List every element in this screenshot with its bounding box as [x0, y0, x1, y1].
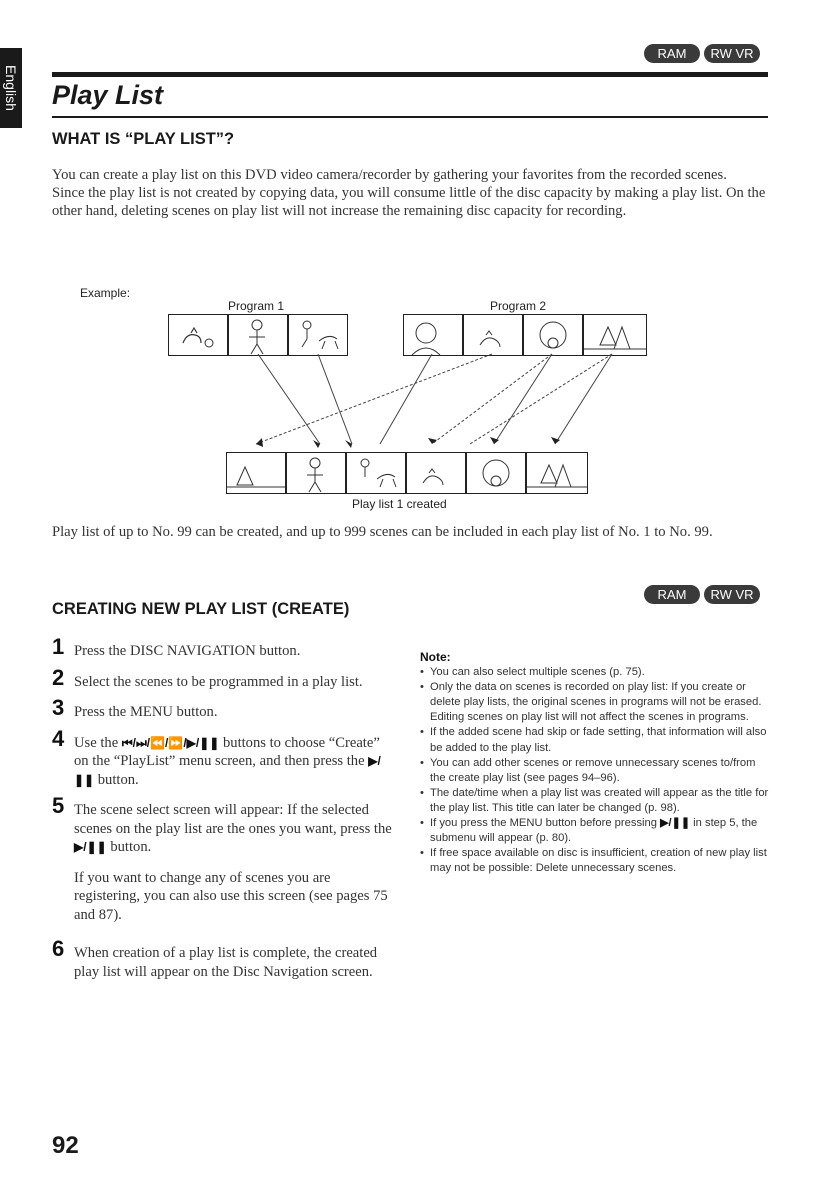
step-number: 1 — [52, 634, 65, 659]
note-text: Only the data on scenes is recorded on play list: If you create or delete play lists, the original scenes in programs will not be erased. — [430, 681, 762, 709]
playlist-scene-person — [286, 452, 346, 494]
notes-title: Note: — [420, 650, 451, 664]
step-text-pre: The scene select screen will appear: If the selected scenes on the play list are the ones you want, press the — [74, 802, 392, 837]
language-tab-label: English — [3, 65, 19, 111]
step-text: Press the MENU button. — [74, 704, 218, 720]
step-text: When creation of a play list is complete, the created play list will appear on the Disc Navigation screen. — [74, 945, 378, 980]
playlist-scene-trees-2 — [526, 452, 588, 494]
section1-paragraph-1: You can create a play list on this DVD video camera/recorder by gathering your favorites from the recorded scenes. — [52, 167, 727, 183]
step-text-post: button. — [106, 839, 152, 855]
play-pause-icon: ▶/❚❚ — [74, 754, 381, 787]
diagram-connector-lines — [0, 0, 830, 520]
section-heading-create: CREATING NEW PLAY LIST (CREATE) — [52, 600, 350, 618]
step-1 — [52, 634, 397, 661]
playlist-scene-dog-face — [466, 452, 526, 494]
note-item — [420, 680, 770, 725]
notes-list — [420, 665, 770, 876]
step-number: 5 — [52, 793, 65, 818]
step-2 — [52, 664, 397, 692]
playlist-scene-running-dog — [346, 452, 406, 494]
play-pause-icon: ▶/❚❚ — [74, 840, 107, 854]
step-3 — [52, 695, 397, 722]
playlist-scene-trees — [226, 452, 286, 494]
rw-vr-badge: RW VR — [704, 585, 760, 604]
program1-label: Program 1 — [228, 299, 285, 313]
example-label: Example: — [80, 286, 131, 300]
trees-thumbnail-icon — [527, 453, 587, 493]
playback-controls-icon: ⏮/⏭/⏪/⏩/▶/❚❚ — [121, 735, 220, 750]
ram-badge: RAM — [644, 585, 700, 604]
dog-face-thumbnail-icon — [467, 453, 525, 493]
step-number: 6 — [52, 936, 65, 961]
steps-list — [52, 634, 397, 993]
person-thumbnail-icon — [287, 453, 345, 493]
section1-footer: Play list of up to No. 99 can be created, and up to 999 scenes can be included in each play list of No. 1 to No. 99. — [52, 524, 713, 540]
small-dog-thumbnail-icon — [407, 453, 465, 493]
play-pause-icon: ▶/❚❚ — [660, 817, 691, 830]
step-number: 2 — [52, 664, 65, 690]
step-6 — [52, 936, 397, 981]
step-text-mid: buttons to choose “Create” on the “PlayList” menu screen, and then press the — [74, 734, 380, 769]
step-5 — [52, 793, 397, 924]
notes-box — [420, 650, 770, 876]
note-item — [420, 816, 770, 846]
program2-label: Program 2 — [490, 299, 547, 313]
rw-vr-badge: RW VR — [704, 44, 760, 63]
step-number: 3 — [52, 695, 65, 720]
note-text-post: in step 5, the submenu will appear (p. 80). — [430, 817, 758, 845]
note-item: • If free space available on disc is insufficient, creation of new play list may not be possible: Delete unnecessary scenes. — [420, 846, 770, 876]
step-text: Select the scenes to be programmed in a play list. — [74, 673, 363, 690]
note-item: • The date/time when a play list was created will appear as the title for the play list. This title can later be changed (p. 98). — [420, 786, 770, 816]
ram-badge: RAM — [644, 44, 700, 63]
step-number: 4 — [52, 725, 65, 751]
step-text-pre: Use the — [74, 734, 122, 751]
note-continuation: Editing scenes on play list will not affect the scenes in programs. — [430, 711, 749, 724]
trees-thumbnail-icon — [227, 453, 285, 493]
step-4 — [52, 725, 397, 790]
playlist-scene-small-dog — [406, 452, 466, 494]
page-number: 92 — [52, 1132, 79, 1159]
running-dog-thumbnail-icon — [347, 453, 405, 493]
note-text-pre: If you press the MENU button before pressing — [430, 817, 661, 830]
step-5-extra: If you want to change any of scenes you are registering, you can also use this screen (see pages 75 and 87). — [74, 869, 388, 923]
step-text-post: button. — [94, 771, 139, 788]
section1-paragraph-2: Since the play list is not created by copying data, you will consume little of the disc capacity by making a play list. On the other hand, deleting scenes on play list will not increase the remaining disc capacity for recording. — [52, 185, 766, 219]
step-text: Press the DISC NAVIGATION button. — [74, 643, 301, 659]
note-item: • You can add other scenes or remove unnecessary scenes to/from the create play list (see pages 94–96). — [420, 756, 770, 786]
note-item: • If the added scene had skip or fade setting, that information will also be added to the play list. — [420, 725, 770, 755]
note-item: • You can also select multiple scenes (p. 75). — [420, 665, 770, 680]
section-heading-what-is: WHAT IS “PLAY LIST”? — [52, 130, 235, 148]
page-title: Play List — [52, 80, 164, 110]
diagram-caption: Play list 1 created — [352, 497, 447, 511]
